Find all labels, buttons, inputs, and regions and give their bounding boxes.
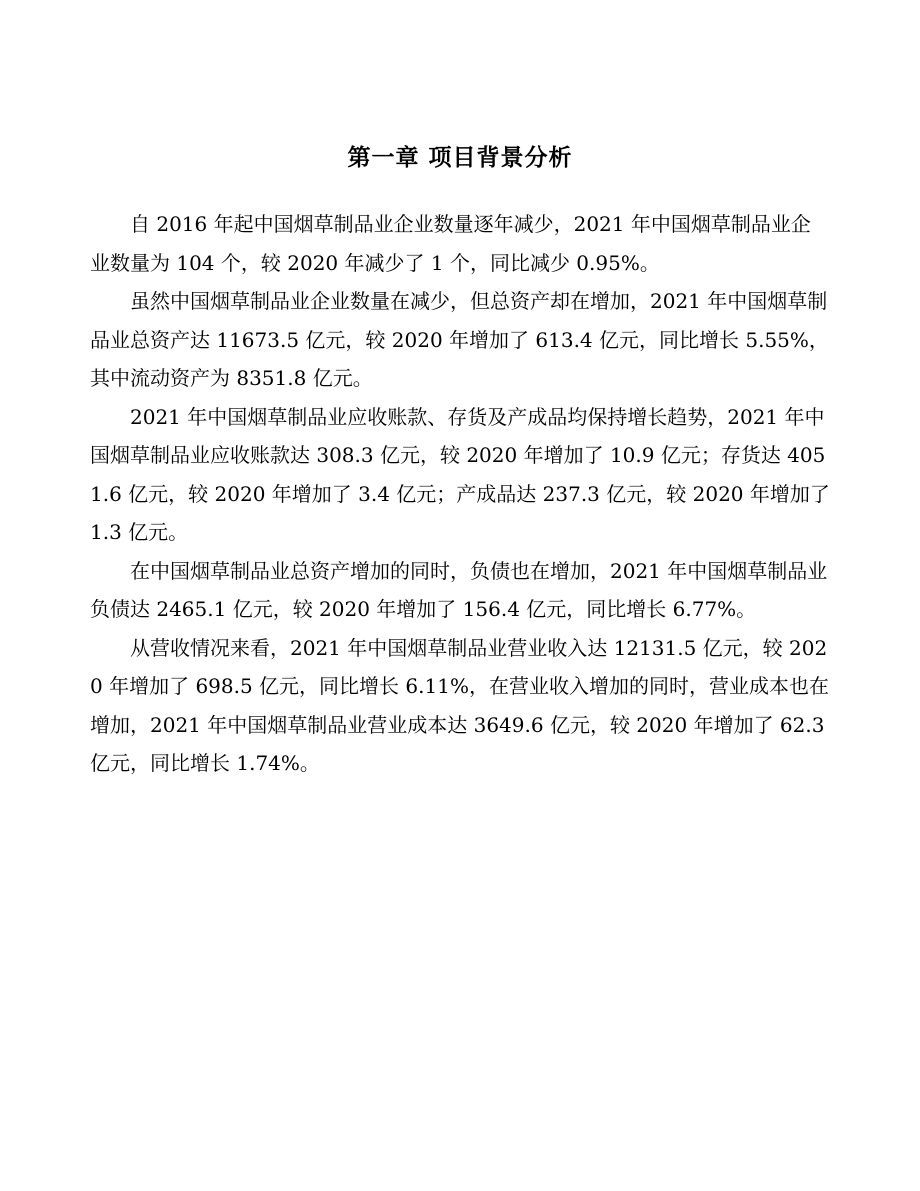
- paragraph-revenue-cost: 从营收情况来看，2021 年中国烟草制品业营业收入达 12131.5 亿元，较 2020 年增加了 698.5 亿元，同比增长 6.11%，在营业收入增加的同时，营业成本也在增加，2021 年中国烟草制品业营业成本达 3649.6 亿元，较 2020 年增加了 62.3 亿元，同比增长 1.74%。: [90, 635, 829, 775]
- paragraph-liabilities: 在中国烟草制品业总资产增加的同时，负债也在增加，2021 年中国烟草制品业负债达 2465.1 亿元，较 2020 年增加了 156.4 亿元，同比增长 6.77%。: [90, 558, 828, 621]
- chapter-title: 第一章 项目背景分析: [347, 145, 573, 171]
- paragraph-total-assets: 虽然中国烟草制品业企业数量在减少，但总资产却在增加，2021 年中国烟草制品业总资产达 11673.5 亿元，较 2020 年增加了 613.4 亿元，同比增长 5.55%，其中流动资产为 8351.8 亿元。: [90, 289, 829, 390]
- document-body: [90, 205, 830, 783]
- paragraph-receivables-inventory: 2021 年中国烟草制品业应收账款、存货及产成品均保持增长趋势，2021 年中国烟草制品业应收账款达 308.3 亿元，较 2020 年增加了 10.9 亿元；存货达 4051.6 亿元，较 2020 年增加了 3.4 亿元；产成品达 237.3 亿元，较 2020 年增加了 1.3 亿元。: [90, 404, 830, 544]
- paragraph-enterprise-count: 自 2016 年起中国烟草制品业企业数量逐年减少，2021 年中国烟草制品业企业数量为 104 个，较 2020 年减少了 1 个，同比减少 0.95%。: [90, 212, 811, 275]
